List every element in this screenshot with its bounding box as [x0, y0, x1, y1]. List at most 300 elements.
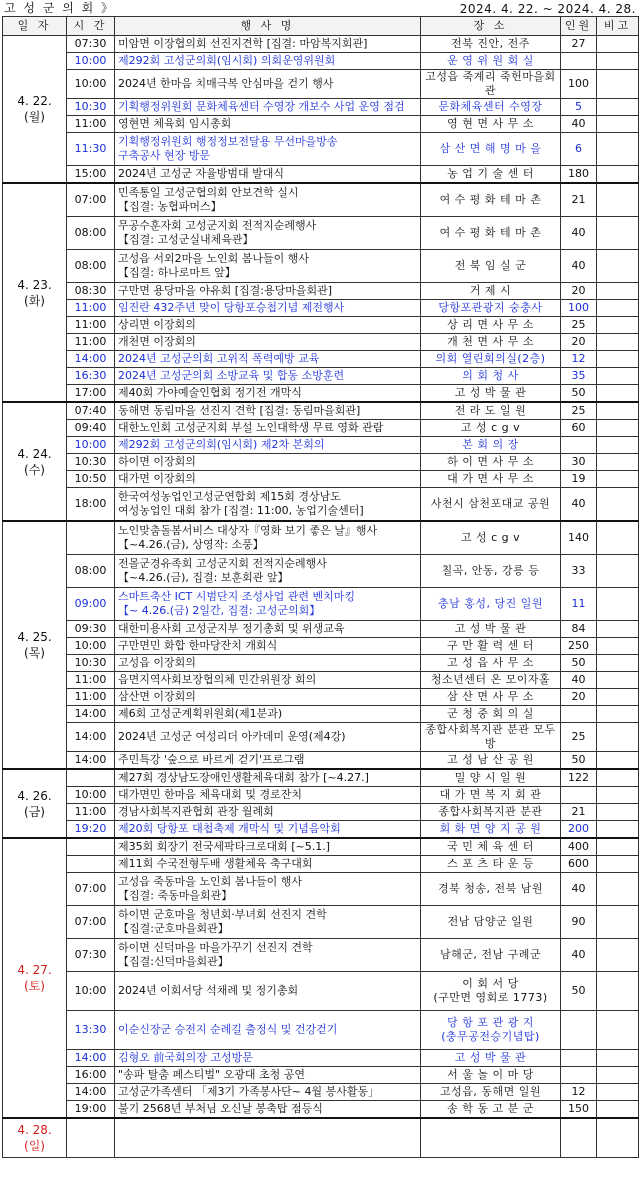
time-cell: 10:00	[67, 972, 115, 1011]
time-cell: 10:50	[67, 471, 115, 488]
note-cell	[597, 402, 639, 420]
table-row	[3, 70, 639, 99]
note-cell	[597, 368, 639, 385]
note-cell	[597, 70, 639, 99]
event-cell: 구만면 용당마을 야유회 [집결:용당마을회관]	[115, 283, 421, 300]
date-cell: 4. 25. (목)	[3, 521, 67, 769]
place-cell: 여 수 평 화 테 마 촌	[421, 217, 561, 250]
note-cell	[597, 133, 639, 166]
note-cell	[597, 752, 639, 770]
place-cell: 대 가 면 사 무 소	[421, 471, 561, 488]
place-cell: 문화체육센터 수영장	[421, 99, 561, 116]
note-cell	[597, 638, 639, 655]
count-cell: 250	[561, 638, 597, 655]
note-cell	[597, 334, 639, 351]
time-cell: 11:30	[67, 133, 115, 166]
event-cell: 한국여성농업인고성군연합회 제15회 경상남도 여성농업인 대회 참가 [집결: 11:00, 농업기술센터]	[115, 488, 421, 522]
time-cell: 18:00	[67, 488, 115, 522]
event-cell: 이순신장군 승전지 순례길 출정식 및 건강걷기	[115, 1011, 421, 1050]
time-cell: 11:00	[67, 672, 115, 689]
event-cell: 구만면민 화합 한마당잔치 개회식	[115, 638, 421, 655]
table-row	[3, 166, 639, 184]
note-cell	[597, 906, 639, 939]
place-cell: 의 회 청 사	[421, 368, 561, 385]
date-cell: 4. 26. (금)	[3, 769, 67, 838]
place-cell: 회 화 면 양 지 공 원	[421, 821, 561, 839]
count-cell: 40	[561, 217, 597, 250]
note-cell	[597, 1050, 639, 1067]
table-row	[3, 723, 639, 752]
event-cell: 동해면 동림마을 선진지 견학 [집결: 동림마을회관]	[115, 402, 421, 420]
time-cell: 09:00	[67, 588, 115, 621]
table-row	[3, 183, 639, 217]
place-cell: 고 성 남 산 공 원	[421, 752, 561, 770]
place-cell: 고 성 c g v	[421, 521, 561, 555]
count-cell: 40	[561, 116, 597, 133]
column-header-place: 장 소	[421, 17, 561, 36]
count-cell: 20	[561, 334, 597, 351]
count-cell: 200	[561, 821, 597, 839]
table-row	[3, 283, 639, 300]
note-cell	[597, 555, 639, 588]
table-row	[3, 856, 639, 873]
time-cell: 10:30	[67, 454, 115, 471]
note-cell	[597, 1101, 639, 1119]
table-row	[3, 437, 639, 454]
event-cell: 김형오 前국회의장 고성방문	[115, 1050, 421, 1067]
time-cell	[67, 521, 115, 555]
count-cell: 40	[561, 873, 597, 906]
place-cell: 당항포관광지 숭충사	[421, 300, 561, 317]
note-cell	[597, 420, 639, 437]
note-cell	[597, 1118, 639, 1158]
note-cell	[597, 672, 639, 689]
note-cell	[597, 283, 639, 300]
table-row	[3, 368, 639, 385]
count-cell: 50	[561, 655, 597, 672]
note-cell	[597, 437, 639, 454]
table-header-row	[3, 17, 639, 36]
table-row	[3, 906, 639, 939]
time-cell: 10:30	[67, 655, 115, 672]
event-cell: 노인맞춤돌봄서비스 대상자『영화 보기 좋은 날』행사 【~4.26.(금), 상영작: 소풍】	[115, 521, 421, 555]
count-cell: 40	[561, 939, 597, 972]
place-cell: 삼 산 면 사 무 소	[421, 689, 561, 706]
table-row	[3, 689, 639, 706]
place-cell: 송 학 동 고 분 군	[421, 1101, 561, 1119]
event-cell: 읍면지역사회보장협의체 민간위원장 회의	[115, 672, 421, 689]
event-cell: 2024년 고성군 자율방범대 발대식	[115, 166, 421, 184]
table-row	[3, 939, 639, 972]
time-cell: 10:00	[67, 53, 115, 70]
count-cell: 12	[561, 351, 597, 368]
place-cell: 남해군, 전남 구례군	[421, 939, 561, 972]
count-cell: 84	[561, 621, 597, 638]
place-cell: 경북 청송, 전북 남원	[421, 873, 561, 906]
time-cell: 10:00	[67, 787, 115, 804]
note-cell	[597, 300, 639, 317]
note-cell	[597, 250, 639, 283]
place-cell: 종합사회복지관 분관 모두방	[421, 723, 561, 752]
count-cell: 33	[561, 555, 597, 588]
table-row	[3, 769, 639, 787]
event-cell: 제292회 고성군의회(임시회) 의회운영위원회	[115, 53, 421, 70]
table-row	[3, 638, 639, 655]
event-cell: 임진란 432주년 맞이 당항포승첩기념 제전행사	[115, 300, 421, 317]
place-cell: 군 청 중 회 의 실	[421, 706, 561, 723]
count-cell: 100	[561, 70, 597, 99]
note-cell	[597, 787, 639, 804]
time-cell: 07:00	[67, 906, 115, 939]
table-row	[3, 53, 639, 70]
table-row	[3, 99, 639, 116]
event-cell: 제20회 당항포 대첩축제 개막식 및 기념음악회	[115, 821, 421, 839]
time-cell: 14:00	[67, 752, 115, 770]
place-cell: 사천시 삼천포대교 공원	[421, 488, 561, 522]
place-cell	[421, 1118, 561, 1158]
count-cell: 400	[561, 838, 597, 856]
place-cell: 고 성 박 물 관	[421, 385, 561, 403]
column-header-event: 행 사 명	[115, 17, 421, 36]
event-cell: 대가면민 한마음 체육대회 및 경로잔치	[115, 787, 421, 804]
date-cell: 4. 27. (토)	[3, 838, 67, 1118]
count-cell: 50	[561, 385, 597, 403]
event-cell: 개천면 이장회의	[115, 334, 421, 351]
place-cell: 여 수 평 화 테 마 촌	[421, 183, 561, 217]
table-row	[3, 821, 639, 839]
count-cell: 35	[561, 368, 597, 385]
date-cell: 4. 28. (일)	[3, 1118, 67, 1158]
time-cell: 10:00	[67, 70, 115, 99]
count-cell: 50	[561, 752, 597, 770]
column-header-time: 시 간	[67, 17, 115, 36]
count-cell: 21	[561, 183, 597, 217]
count-cell: 40	[561, 488, 597, 522]
place-cell: 이 회 서 당 (구만면 영회로 1773)	[421, 972, 561, 1011]
note-cell	[597, 1084, 639, 1101]
time-cell: 14:00	[67, 1050, 115, 1067]
note-cell	[597, 53, 639, 70]
time-cell: 14:00	[67, 351, 115, 368]
note-cell	[597, 521, 639, 555]
time-cell: 19:00	[67, 1101, 115, 1119]
time-cell: 10:00	[67, 437, 115, 454]
event-cell: 무공수훈자회 고성군지회 전적지순례행사 【집결: 고성군실내체육관】	[115, 217, 421, 250]
note-cell	[597, 804, 639, 821]
event-cell: 고성군가족센터 「제3기 가족봉사단~ 4월 봉사활동」	[115, 1084, 421, 1101]
note-cell	[597, 166, 639, 184]
event-cell: 대한미용사회 고성군지부 정기총회 및 위생교육	[115, 621, 421, 638]
place-cell: 국 민 체 육 센 터	[421, 838, 561, 856]
place-cell: 구 만 활 력 센 터	[421, 638, 561, 655]
count-cell: 100	[561, 300, 597, 317]
event-cell: 민족통일 고성군협의회 안보견학 실시 【집결: 농협파머스】	[115, 183, 421, 217]
time-cell	[67, 838, 115, 856]
event-cell: 고성읍 서외2마을 노인회 봄나들이 행사 【집결: 하나로마트 앞】	[115, 250, 421, 283]
event-cell: 하이면 군호마을 청년회·부녀회 선진지 견학 【집결:군호마을회관】	[115, 906, 421, 939]
table-row	[3, 36, 639, 53]
note-cell	[597, 488, 639, 522]
note-cell	[597, 217, 639, 250]
column-header-date: 일 자	[3, 17, 67, 36]
time-cell: 15:00	[67, 166, 115, 184]
place-cell: 고성읍, 동해면 일원	[421, 1084, 561, 1101]
note-cell	[597, 1011, 639, 1050]
note-cell	[597, 769, 639, 787]
note-cell	[597, 1067, 639, 1084]
count-cell: 12	[561, 1084, 597, 1101]
count-cell: 600	[561, 856, 597, 873]
time-cell: 16:30	[67, 368, 115, 385]
time-cell: 11:00	[67, 334, 115, 351]
table-row	[3, 420, 639, 437]
event-cell: 2024년 이회서당 석채례 및 정기총회	[115, 972, 421, 1011]
place-cell: 당 항 포 관 광 지 (충무공전승기념탑)	[421, 1011, 561, 1050]
event-cell: 2024년 고성군 여성리더 아카데미 운영(제4강)	[115, 723, 421, 752]
place-cell: 밀 양 시 일 원	[421, 769, 561, 787]
count-cell	[561, 1050, 597, 1067]
note-cell	[597, 838, 639, 856]
place-cell: 대 가 면 복 지 회 관	[421, 787, 561, 804]
place-cell: 개 천 면 사 무 소	[421, 334, 561, 351]
date-cell: 4. 23. (화)	[3, 183, 67, 402]
event-cell: 고성읍 이장회의	[115, 655, 421, 672]
note-cell	[597, 706, 639, 723]
note-cell	[597, 588, 639, 621]
table-row	[3, 488, 639, 522]
place-cell: 고성읍 죽계리 죽헌마을회관	[421, 70, 561, 99]
time-cell: 13:30	[67, 1011, 115, 1050]
count-cell: 30	[561, 454, 597, 471]
table-row	[3, 521, 639, 555]
count-cell	[561, 437, 597, 454]
event-cell: 제11회 수국전형두배 생활체육 축구대회	[115, 856, 421, 873]
table-row	[3, 752, 639, 770]
event-cell: 주민특강 '숲으로 바르게 걷기'프로그램	[115, 752, 421, 770]
event-cell: 영현면 체육회 임시총회	[115, 116, 421, 133]
place-cell: 하 이 면 사 무 소	[421, 454, 561, 471]
time-cell: 11:00	[67, 689, 115, 706]
note-cell	[597, 856, 639, 873]
time-cell: 08:00	[67, 555, 115, 588]
time-cell: 16:00	[67, 1067, 115, 1084]
count-cell: 25	[561, 402, 597, 420]
time-cell: 07:00	[67, 873, 115, 906]
table-row	[3, 385, 639, 403]
place-cell: 종합사회복지관 분관	[421, 804, 561, 821]
event-cell: 하이면 신덕마을 마을가꾸기 선진지 견학 【집결:신덕마을회관】	[115, 939, 421, 972]
count-cell: 50	[561, 972, 597, 1011]
time-cell: 14:00	[67, 723, 115, 752]
note-cell	[597, 385, 639, 403]
page-title: 고 성 군 의 회 》	[4, 1, 116, 15]
place-cell: 전 북 임 실 군	[421, 250, 561, 283]
time-cell	[67, 1118, 115, 1158]
table-row	[3, 588, 639, 621]
event-cell: 상리면 이장회의	[115, 317, 421, 334]
place-cell: 거 제 시	[421, 283, 561, 300]
event-cell: 제292회 고성군의회(임시회) 제2차 본회의	[115, 437, 421, 454]
time-cell: 10:30	[67, 99, 115, 116]
note-cell	[597, 723, 639, 752]
table-row	[3, 116, 639, 133]
count-cell: 20	[561, 689, 597, 706]
place-cell: 고 성 읍 사 무 소	[421, 655, 561, 672]
note-cell	[597, 99, 639, 116]
event-cell: 경남사회복지관협회 관장 월례회	[115, 804, 421, 821]
note-cell	[597, 689, 639, 706]
event-cell: 제40회 가야예술인협회 정기전 개막식	[115, 385, 421, 403]
note-cell	[597, 655, 639, 672]
count-cell: 25	[561, 317, 597, 334]
count-cell	[561, 53, 597, 70]
place-cell: 서 울 놀 이 마 당	[421, 1067, 561, 1084]
count-cell: 6	[561, 133, 597, 166]
time-cell: 19:20	[67, 821, 115, 839]
place-cell: 고 성 박 물 관	[421, 1050, 561, 1067]
period-label: 2024. 4. 22. ~ 2024. 4. 28.	[459, 2, 636, 16]
time-cell: 08:00	[67, 217, 115, 250]
count-cell: 21	[561, 804, 597, 821]
table-row	[3, 250, 639, 283]
table-row	[3, 706, 639, 723]
event-cell: 2024년 고성군의회 고위직 폭력예방 교육	[115, 351, 421, 368]
time-cell: 14:00	[67, 706, 115, 723]
event-cell: 삼산면 이장회의	[115, 689, 421, 706]
time-cell	[67, 856, 115, 873]
note-cell	[597, 972, 639, 1011]
time-cell: 07:30	[67, 36, 115, 53]
place-cell: 농 업 기 술 센 터	[421, 166, 561, 184]
table-row	[3, 471, 639, 488]
place-cell: 전 라 도 일 원	[421, 402, 561, 420]
note-cell	[597, 183, 639, 217]
count-cell	[561, 1118, 597, 1158]
place-cell: 청소년센터 온 모이자홀	[421, 672, 561, 689]
count-cell: 11	[561, 588, 597, 621]
place-cell: 상 리 면 사 무 소	[421, 317, 561, 334]
time-cell: 07:00	[67, 183, 115, 217]
count-cell	[561, 787, 597, 804]
table-row	[3, 454, 639, 471]
time-cell: 09:40	[67, 420, 115, 437]
event-cell: 기획행정위원회 행정정보전달용 무선마을방송 구축공사 현장 방문	[115, 133, 421, 166]
place-cell: 의회 열린회의실(2층)	[421, 351, 561, 368]
event-cell: 대한노인회 고성군지회 부설 노인대학생 무료 영화 관람	[115, 420, 421, 437]
time-cell: 11:00	[67, 804, 115, 821]
place-cell: 스 포 츠 타 운 등	[421, 856, 561, 873]
table-row	[3, 655, 639, 672]
table-row	[3, 804, 639, 821]
table-row	[3, 133, 639, 166]
place-cell: 칠곡, 안동, 강릉 등	[421, 555, 561, 588]
time-cell: 11:00	[67, 300, 115, 317]
time-cell: 14:00	[67, 1084, 115, 1101]
event-cell: 대가면 이장회의	[115, 471, 421, 488]
column-header-note: 비고	[597, 17, 639, 36]
count-cell: 150	[561, 1101, 597, 1119]
table-row	[3, 873, 639, 906]
time-cell: 08:30	[67, 283, 115, 300]
note-cell	[597, 939, 639, 972]
event-cell: 제27회 경상남도장애인생활체육대회 참가 [~4.27.]	[115, 769, 421, 787]
table-row	[3, 334, 639, 351]
table-row	[3, 672, 639, 689]
schedule-body	[3, 36, 639, 1158]
place-cell: 충남 홍성, 당진 일원	[421, 588, 561, 621]
event-cell: 제35회 회장기 전국세팍타크로대회 [~5.1.]	[115, 838, 421, 856]
time-cell: 11:00	[67, 116, 115, 133]
event-cell: 제6회 고성군계획위원회(제1분과)	[115, 706, 421, 723]
table-row	[3, 1118, 639, 1158]
column-header-count: 인원	[561, 17, 597, 36]
place-cell: 본 회 의 장	[421, 437, 561, 454]
count-cell: 90	[561, 906, 597, 939]
time-cell	[67, 769, 115, 787]
count-cell: 5	[561, 99, 597, 116]
time-cell: 07:30	[67, 939, 115, 972]
table-row	[3, 621, 639, 638]
time-cell: 07:40	[67, 402, 115, 420]
note-cell	[597, 821, 639, 839]
count-cell: 40	[561, 250, 597, 283]
table-row	[3, 402, 639, 420]
count-cell: 19	[561, 471, 597, 488]
event-cell: 2024년 한마음 치매극복 안심마을 걷기 행사	[115, 70, 421, 99]
header	[0, 0, 640, 16]
count-cell: 20	[561, 283, 597, 300]
count-cell: 27	[561, 36, 597, 53]
table-row	[3, 1067, 639, 1084]
count-cell: 122	[561, 769, 597, 787]
event-cell: 미암면 이장협의회 선진지견학 [집결: 마암복지회관]	[115, 36, 421, 53]
note-cell	[597, 36, 639, 53]
place-cell: 운 영 위 원 회 실	[421, 53, 561, 70]
time-cell: 17:00	[67, 385, 115, 403]
table-row	[3, 351, 639, 368]
event-cell: 스마트축산 ICT 시범단지 조성사업 관련 벤치마킹 【~ 4.26.(금) 2일간, 집결: 고성군의회】	[115, 588, 421, 621]
event-cell: 고성읍 죽동마을 노인회 봄나들이 행사 【집결: 죽동마을회관】	[115, 873, 421, 906]
count-cell: 25	[561, 723, 597, 752]
schedule-table	[2, 16, 639, 1158]
count-cell	[561, 706, 597, 723]
count-cell: 180	[561, 166, 597, 184]
event-cell: 2024년 고성군의회 소방교육 및 합동 소방훈련	[115, 368, 421, 385]
note-cell	[597, 454, 639, 471]
table-row	[3, 555, 639, 588]
table-row	[3, 838, 639, 856]
event-cell: 전몰군경유족회 고성군지회 전적지순례행사 【~4.26.(금), 집결: 보훈회관 앞】	[115, 555, 421, 588]
table-row	[3, 972, 639, 1011]
place-cell: 고 성 박 물 관	[421, 621, 561, 638]
table-row	[3, 300, 639, 317]
count-cell	[561, 1067, 597, 1084]
date-cell: 4. 24. (수)	[3, 402, 67, 521]
table-row	[3, 1101, 639, 1119]
place-cell: 삼 산 면 해 명 마 을	[421, 133, 561, 166]
note-cell	[597, 351, 639, 368]
table-row	[3, 1084, 639, 1101]
note-cell	[597, 621, 639, 638]
time-cell: 11:00	[67, 317, 115, 334]
table-row	[3, 217, 639, 250]
count-cell	[561, 1011, 597, 1050]
place-cell: 전북 진안, 전주	[421, 36, 561, 53]
note-cell	[597, 873, 639, 906]
date-cell: 4. 22. (월)	[3, 36, 67, 184]
event-cell: 기획행정위원회 문화체육센터 수영장 개보수 사업 운영 점검	[115, 99, 421, 116]
note-cell	[597, 317, 639, 334]
